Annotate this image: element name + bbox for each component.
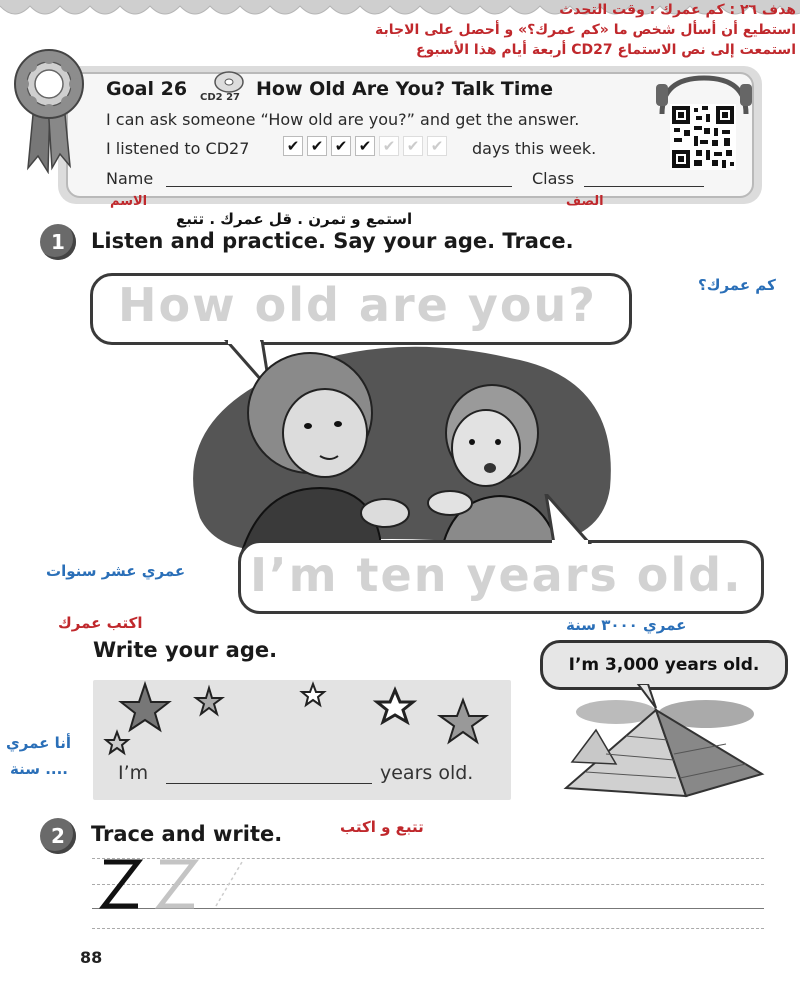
write-age-title-arabic: اكتب عمرك: [58, 614, 143, 632]
arabic-goal-description: استطيع أن أسأل شخص ما «كم عمرك؟» و أحصل على الاجابة: [375, 22, 796, 38]
write-age-suffix: years old.: [380, 762, 474, 784]
class-label-arabic: الصف: [566, 194, 604, 209]
name-label-arabic: الاسم: [110, 194, 148, 209]
day-checkbox-2[interactable]: ✔: [307, 136, 327, 156]
write-age-title: Write your age.: [93, 638, 278, 662]
pyramid-speech-bubble: I’m 3,000 years old.: [540, 640, 788, 690]
arabic-goal-heading: هدف ٢٦ : كم عمرك : وقت التحدث: [559, 2, 796, 18]
section1-instruction-arabic: استمع و تمرن . قل عمرك . تتبع: [176, 210, 413, 228]
qr-code-icon: [670, 104, 736, 170]
section1-title: Listen and practice. Say your age. Trace.: [91, 229, 574, 253]
write-age-hint-arabic-1: أنا عمري: [6, 734, 72, 752]
section2-number-badge: 2: [40, 818, 76, 854]
day-checkbox-6[interactable]: ✔: [403, 136, 423, 156]
section1-number-badge: 1: [40, 224, 76, 260]
cd-icon: [212, 70, 246, 94]
day-checkbox-7[interactable]: ✔: [427, 136, 447, 156]
ribbon-award-icon: [10, 44, 88, 174]
listening-checklist: [283, 136, 447, 156]
section2-title: Trace and write.: [91, 822, 283, 846]
class-label: Class: [532, 169, 575, 188]
question-arabic: كم عمرك؟: [698, 276, 776, 294]
write-age-prefix: I’m: [118, 762, 149, 784]
pyramid-speech-arabic: عمري ٣٠٠٠ سنة: [566, 616, 687, 634]
listened-suffix: days this week.: [472, 139, 597, 158]
age-input-line[interactable]: [166, 783, 372, 784]
z-letter-trace[interactable]: [96, 858, 246, 910]
answer-bubble-tail: [540, 494, 596, 544]
listened-prefix: I listened to CD27: [106, 139, 250, 158]
section2-instruction-arabic: تتبع و اكتب: [340, 818, 424, 836]
answer-arabic: عمري عشر سنوات: [46, 562, 186, 580]
name-field[interactable]: [166, 186, 512, 187]
write-age-hint-arabic-2: .... سنة: [10, 760, 68, 778]
day-checkbox-1[interactable]: ✔: [283, 136, 303, 156]
day-checkbox-4[interactable]: ✔: [355, 136, 375, 156]
goal-number: Goal 26: [106, 78, 188, 100]
pyramid-illustration: [556, 684, 770, 802]
handwriting-bottom-line[interactable]: [92, 928, 764, 929]
page-number: 88: [80, 948, 103, 967]
can-do-statement: I can ask someone “How old are you?” and get the answer.: [106, 110, 580, 129]
arabic-listening-note: استمعت إلى نص الاستماع CD27 أربعة أيام هذا الأسبوع: [416, 42, 796, 58]
cd-track-label: CD2 27: [200, 92, 240, 103]
name-label: Name: [106, 169, 154, 188]
class-field[interactable]: [584, 186, 704, 187]
question-trace-text[interactable]: How old are you?: [118, 278, 597, 332]
answer-trace-text[interactable]: I’m ten years old.: [250, 548, 743, 602]
day-checkbox-5[interactable]: ✔: [379, 136, 399, 156]
day-checkbox-3[interactable]: ✔: [331, 136, 351, 156]
stars-decoration-icon: [93, 680, 511, 760]
goal-title: How Old Are You? Talk Time: [256, 78, 554, 100]
